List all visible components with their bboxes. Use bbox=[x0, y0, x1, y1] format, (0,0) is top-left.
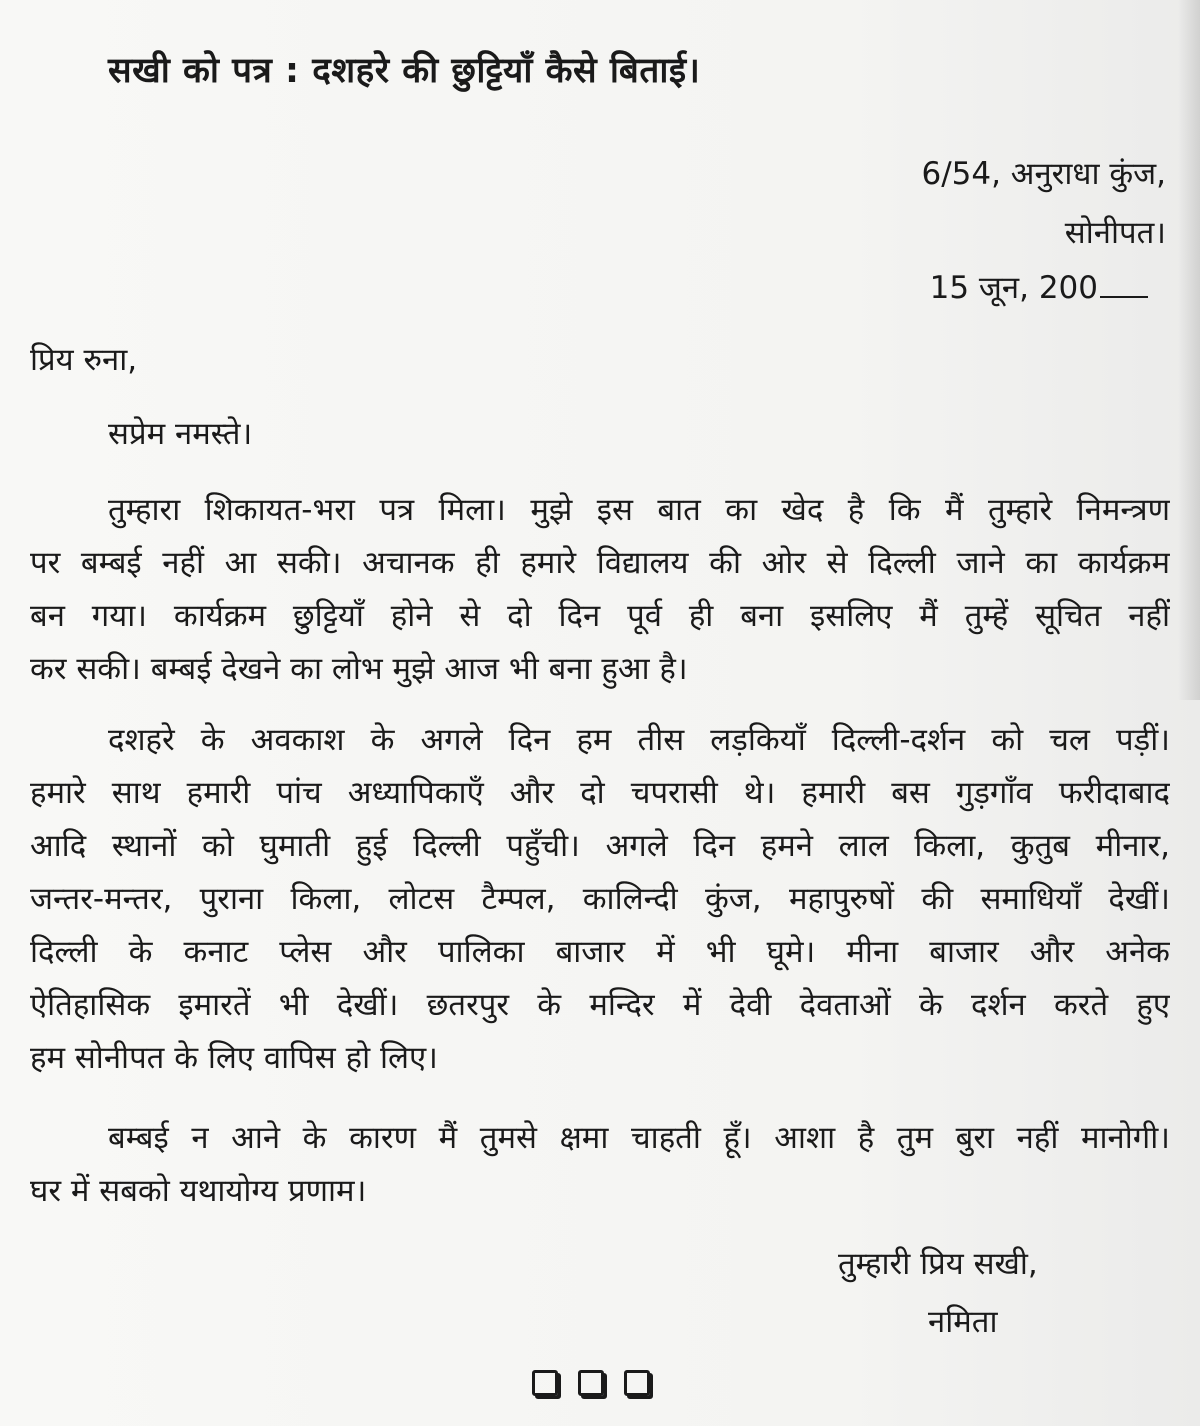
paragraph-line: हमारे साथ हमारी पांच अध्यापिकाएँ और दो चपरासी थे। हमारी बस गुड़गाँव फरीदाबाद bbox=[30, 775, 1170, 811]
greeting: सप्रेम नमस्ते। bbox=[108, 416, 253, 452]
signature-name: नमिता bbox=[928, 1304, 998, 1340]
end-mark-box-icon bbox=[578, 1370, 604, 1396]
sender-address-line-1: 6/54, अनुराधा कुंज, bbox=[921, 156, 1166, 192]
paragraph-1 bbox=[30, 484, 1170, 696]
paragraph-3 bbox=[30, 1112, 1170, 1218]
paragraph-line: घर में सबको यथायोग्य प्रणाम। bbox=[30, 1173, 367, 1209]
sender-address-line-2: सोनीपत। bbox=[1064, 215, 1166, 251]
paragraph-line: पर बम्बई नहीं आ सकी। अचानक ही हमारे विद्यालय की ओर से दिल्ली जाने का कार्यक्रम bbox=[30, 545, 1170, 581]
paragraph-line: जन्तर-मन्तर, पुराना किला, लोटस टैम्पल, कालिन्दी कुंज, महापुरुषों की समाधियाँ देखीं। bbox=[30, 881, 1170, 917]
letter-date-text: 15 जून, 200 bbox=[929, 270, 1098, 306]
salutation: प्रिय रुना, bbox=[30, 342, 138, 378]
paragraph-line: आदि स्थानों को घुमाती हुई दिल्ली पहुँची। अगले दिन हमने लाल किला, कुतुब मीनार, bbox=[30, 828, 1170, 864]
end-mark-box-icon bbox=[624, 1370, 650, 1396]
paragraph-line: दिल्ली के कनाट प्लेस और पालिका बाजार में भी घूमे। मीना बाजार और अनेक bbox=[30, 934, 1170, 970]
paragraph-line: बन गया। कार्यक्रम छुट्टियाँ होने से दो दिन पूर्व ही बना इसलिए मैं तुम्हें सूचित नहीं bbox=[30, 598, 1170, 634]
paragraph-line: ऐतिहासिक इमारतें भी देखीं। छतरपुर के मन्दिर में देवी देवताओं के दर्शन करते हुए bbox=[30, 987, 1170, 1023]
closing-line: तुम्हारी प्रिय सखी, bbox=[838, 1246, 1038, 1282]
end-marks bbox=[532, 1370, 650, 1396]
letter-date bbox=[930, 266, 1148, 308]
paragraph-line: हम सोनीपत के लिए वापिस हो लिए। bbox=[30, 1040, 438, 1076]
end-mark-box-icon bbox=[532, 1370, 558, 1396]
paragraph-line: तुम्हारा शिकायत-भरा पत्र मिला। मुझे इस बात का खेद है कि मैं तुम्हारे निमन्त्रण bbox=[108, 492, 1170, 528]
letter-title: सखी को पत्र : दशहरे की छुट्टियाँ कैसे बिताई। bbox=[108, 51, 701, 91]
paragraph-line: बम्बई न आने के कारण मैं तुमसे क्षमा चाहती हूँ। आशा है तुम बुरा नहीं मानोगी। bbox=[108, 1120, 1170, 1156]
page-spine-shadow bbox=[1178, 0, 1200, 700]
paragraph-line: कर सकी। बम्बई देखने का लोभ मुझे आज भी बना हुआ है। bbox=[30, 651, 688, 687]
date-blank-line bbox=[1100, 272, 1148, 298]
paragraph-line: दशहरे के अवकाश के अगले दिन हम तीस लड़कियाँ दिल्ली-दर्शन को चल पड़ीं। bbox=[108, 722, 1170, 758]
paragraph-2 bbox=[30, 714, 1170, 1085]
